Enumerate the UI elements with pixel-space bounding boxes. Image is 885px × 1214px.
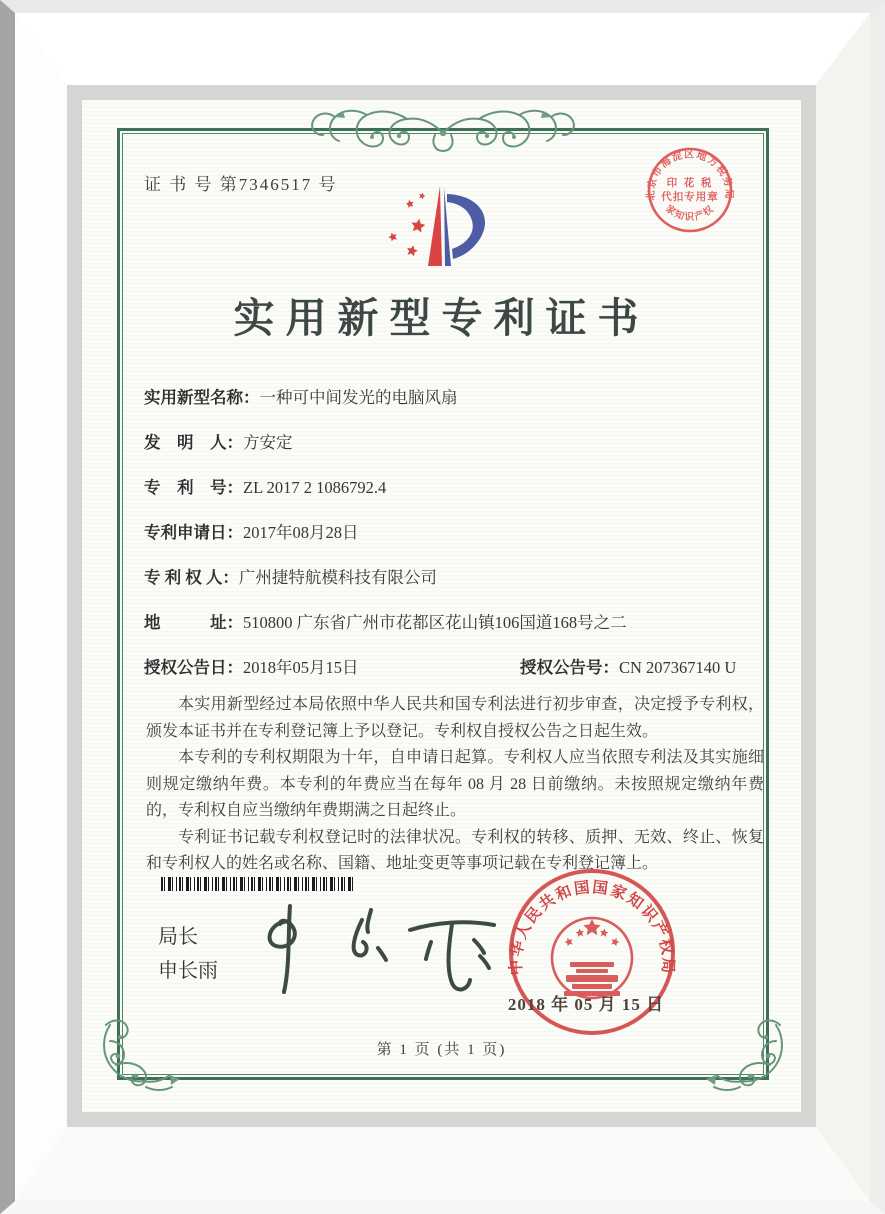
dragon-scroll-ornament-icon (283, 105, 603, 161)
field-row (144, 384, 744, 429)
stamp-center-line1: 印 花 税 (666, 178, 714, 189)
field-row (144, 519, 744, 564)
seal-ring-text: 中华人民共和国国家知识产权局 (507, 879, 677, 976)
grant-row (144, 654, 766, 678)
field-value: 一种可中间发光的电脑风扇 (259, 388, 458, 407)
certificate-page (67, 85, 816, 1127)
official-block (158, 920, 218, 988)
legal-paragraph: 本实用新型经过本局依照中华人民共和国专利法进行初步审查，决定授予专利权，颁发本证书并在专利登记簿上予以登记。专利权自授权公告之日起生效。 (146, 696, 764, 740)
corner-flourish-icon (702, 1013, 794, 1105)
grant-date-value: 2018年05月15日 (243, 658, 359, 677)
frame-face (15, 13, 870, 1201)
field-value: 510800 广东省广州市花都区花山镇106国道168号之二 (243, 613, 627, 632)
legal-text (146, 692, 764, 878)
field-label: 专利申请日： (144, 523, 243, 542)
field-value: 广州捷特航模科技有限公司 (238, 568, 437, 587)
page-footer: 第 1 页 (共 1 页) (376, 1042, 507, 1058)
national-emblem-icon (552, 918, 632, 998)
field-label: 实用新型名称： (144, 388, 260, 407)
certificate-title: 实用新型专利证书 (233, 295, 650, 341)
field-label: 地 址： (144, 613, 243, 632)
stamp-arc-bottom-text: 国家知识产权局 (638, 137, 717, 224)
field-row (144, 609, 744, 654)
field-value: 方安定 (243, 433, 293, 452)
legal-paragraph: 专利证书记载专利权登记时的法律状况。专利权的转移、质押、无效、终止、恢复和专利权人的姓名或名称、国籍、地址变更等事项记载在专利登记簿上。 (146, 828, 764, 872)
corner-flourish-icon (92, 1013, 184, 1105)
field-label: 发 明 人： (144, 433, 243, 452)
field-row (144, 429, 744, 474)
tax-stamp-icon (638, 137, 736, 236)
field-row (144, 474, 744, 519)
cnipa-logo-icon (378, 178, 498, 300)
official-title: 局长 (158, 926, 198, 948)
field-row (144, 564, 744, 609)
stamp-center-line2: 代扣专用章 (661, 192, 719, 203)
stamp-arc-top-text: 北京市海淀区地方税务局 (645, 149, 735, 201)
certificate-number: 证 书 号 第7346517 号 (144, 175, 338, 194)
field-value: ZL 2017 2 1086792.4 (243, 478, 387, 497)
official-name: 申长雨 (158, 960, 218, 982)
grant-no-label: 授权公告号： (520, 658, 619, 677)
field-label: 专 利 号： (144, 478, 243, 497)
grant-no-value: CN 207367140 U (619, 658, 737, 677)
legal-paragraph: 本专利的专利权期限为十年，自申请日起算。专利权人应当依照专利法及其实施细则规定缴纳年费。本专利的年费应当在每年 08 月 28 日前缴纳。未按照规定缴纳年费的，专利权自应当缴纳年费期满之日起终止。 (146, 749, 764, 819)
barcode (161, 877, 353, 891)
field-list (144, 384, 744, 654)
signature-icon (250, 896, 512, 998)
seal-date: 2018 年 05 月 15 日 (507, 995, 665, 1014)
cnipa-seal-icon (506, 866, 678, 1038)
grant-date-label: 授权公告日： (144, 658, 243, 677)
field-label: 专 利 权 人： (144, 568, 239, 587)
field-value: 2017年08月28日 (243, 523, 359, 542)
